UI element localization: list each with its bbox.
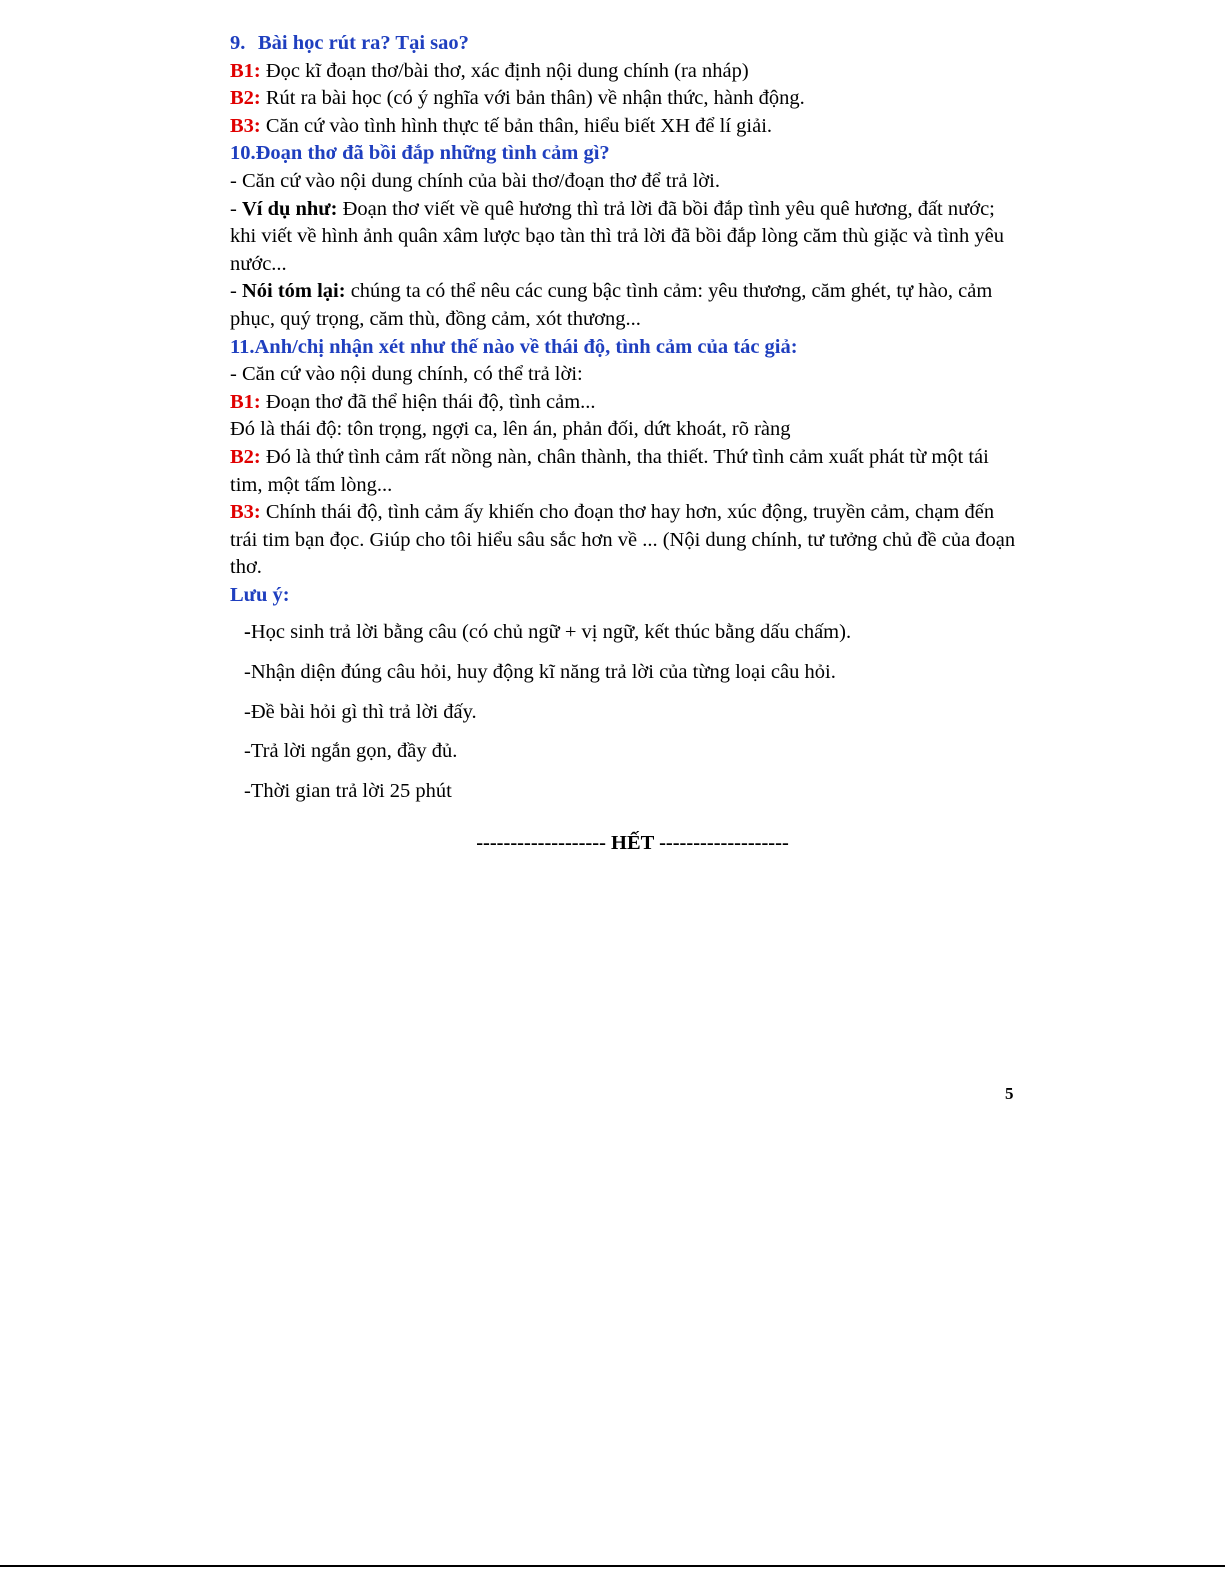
step-tag: B1: [230, 59, 261, 82]
example-prefix: - [230, 197, 242, 220]
example-label: Ví dụ như: [241, 197, 338, 220]
end-marker: ------------------- HẾT ------------------- [476, 832, 789, 854]
summary-prefix: - [230, 280, 242, 303]
section-9-step-1 [230, 58, 1020, 86]
section-11-heading [230, 334, 1020, 362]
step-tag: B2: [230, 87, 261, 110]
note-dash: - [244, 621, 251, 644]
note-item: -Đề bài hỏi gì thì trả lời đấy. [244, 700, 477, 723]
section-9-number: 9. [230, 32, 246, 54]
step-text: Chính thái độ, tình cảm ấy khiến cho đoạn thơ hay hơn, xúc động, truyền cảm, chạm đến trái tim bạn đọc. Giúp cho tôi hiểu sâu sắc hơn về ... (Nội dung chính, tư tưởng chủ đề của đoạn thơ. [230, 501, 1016, 579]
note-text: Học sinh trả lời bằng câu (có chủ ngữ + vị ngữ, kết thúc bằng dấu chấm). [250, 621, 852, 644]
step-text: Đọc kĩ đoạn thơ/bài thơ, xác định nội dung chính (ra nháp) [260, 59, 749, 82]
section-11-attitude: Đó là thái độ: tôn trọng, ngợi ca, lên án, phản đối, dứt khoát, rõ ràng [230, 418, 791, 441]
note-item: -Trả lời ngắn gọn, đầy đủ. [244, 740, 458, 763]
section-11-title: Anh/chị nhận xét như thế nào về thái độ, tình cảm của tác giả: [254, 335, 798, 358]
section-11-number: 11. [230, 335, 255, 358]
page-number: 5 [1005, 1084, 1014, 1103]
step-text: Căn cứ vào tình hình thực tế bản thân, hiểu biết XH để lí giải. [260, 114, 773, 137]
section-10-number: 10. [230, 142, 256, 165]
note-item [244, 619, 1020, 647]
step-tag: B3: [230, 501, 261, 524]
section-9-title: Bài học rút ra? Tại sao? [258, 32, 469, 54]
step-tag: B3: [230, 114, 261, 137]
step-tag: B2: [230, 445, 261, 468]
section-11-step-3 [230, 499, 1020, 582]
document-body [230, 30, 1020, 817]
section-9-step-2 [230, 85, 1020, 113]
section-10-title: Đoạn thơ đã bồi đắp những tình cảm gì? [255, 142, 610, 165]
step-tag: B1: [230, 390, 261, 413]
section-11-step-1 [230, 389, 1020, 417]
section-10-example [230, 196, 1020, 279]
section-11-step-2 [230, 444, 1020, 499]
section-10-summary [230, 278, 1020, 333]
notes-heading: Lưu ý: [230, 583, 290, 606]
bottom-divider [0, 1565, 1225, 1567]
step-text: Rút ra bài học (có ý nghĩa với bản thân) về nhận thức, hành động. [260, 87, 805, 110]
step-text: Đoạn thơ đã thể hiện thái độ, tình cảm... [260, 390, 596, 413]
section-11-line-1: - Căn cứ vào nội dung chính, có thể trả lời: [230, 363, 583, 386]
summary-label: Nói tóm lại: [241, 280, 346, 303]
section-10-line-1: - Căn cứ vào nội dung chính của bài thơ/đoạn thơ để trả lời. [230, 169, 720, 192]
section-10-heading [230, 140, 1020, 168]
section-9-heading [230, 30, 1020, 58]
section-9-step-3 [230, 113, 1020, 141]
step-text: Đó là thứ tình cảm rất nồng nàn, chân thành, tha thiết. Thứ tình cảm xuất phát từ một tái tim, một tấm lòng... [230, 445, 989, 496]
summary-text: chúng ta có thể nêu các cung bậc tình cảm: yêu thương, căm ghét, tự hào, cảm phục, quý trọng, căm thù, đồng cảm, xót thương... [230, 280, 993, 330]
notes-list [230, 619, 1020, 805]
note-item: -Nhận diện đúng câu hỏi, huy động kĩ năng trả lời của từng loại câu hỏi. [244, 661, 836, 684]
note-item: -Thời gian trả lời 25 phút [244, 779, 452, 802]
example-text: Đoạn thơ viết về quê hương thì trả lời đã bồi đắp tình yêu quê hương, đất nước; khi viết về hình ảnh quân xâm lược bạo tàn thì trả lời đã bồi đắp lòng căm thù giặc và tình yêu nước... [230, 197, 1005, 275]
